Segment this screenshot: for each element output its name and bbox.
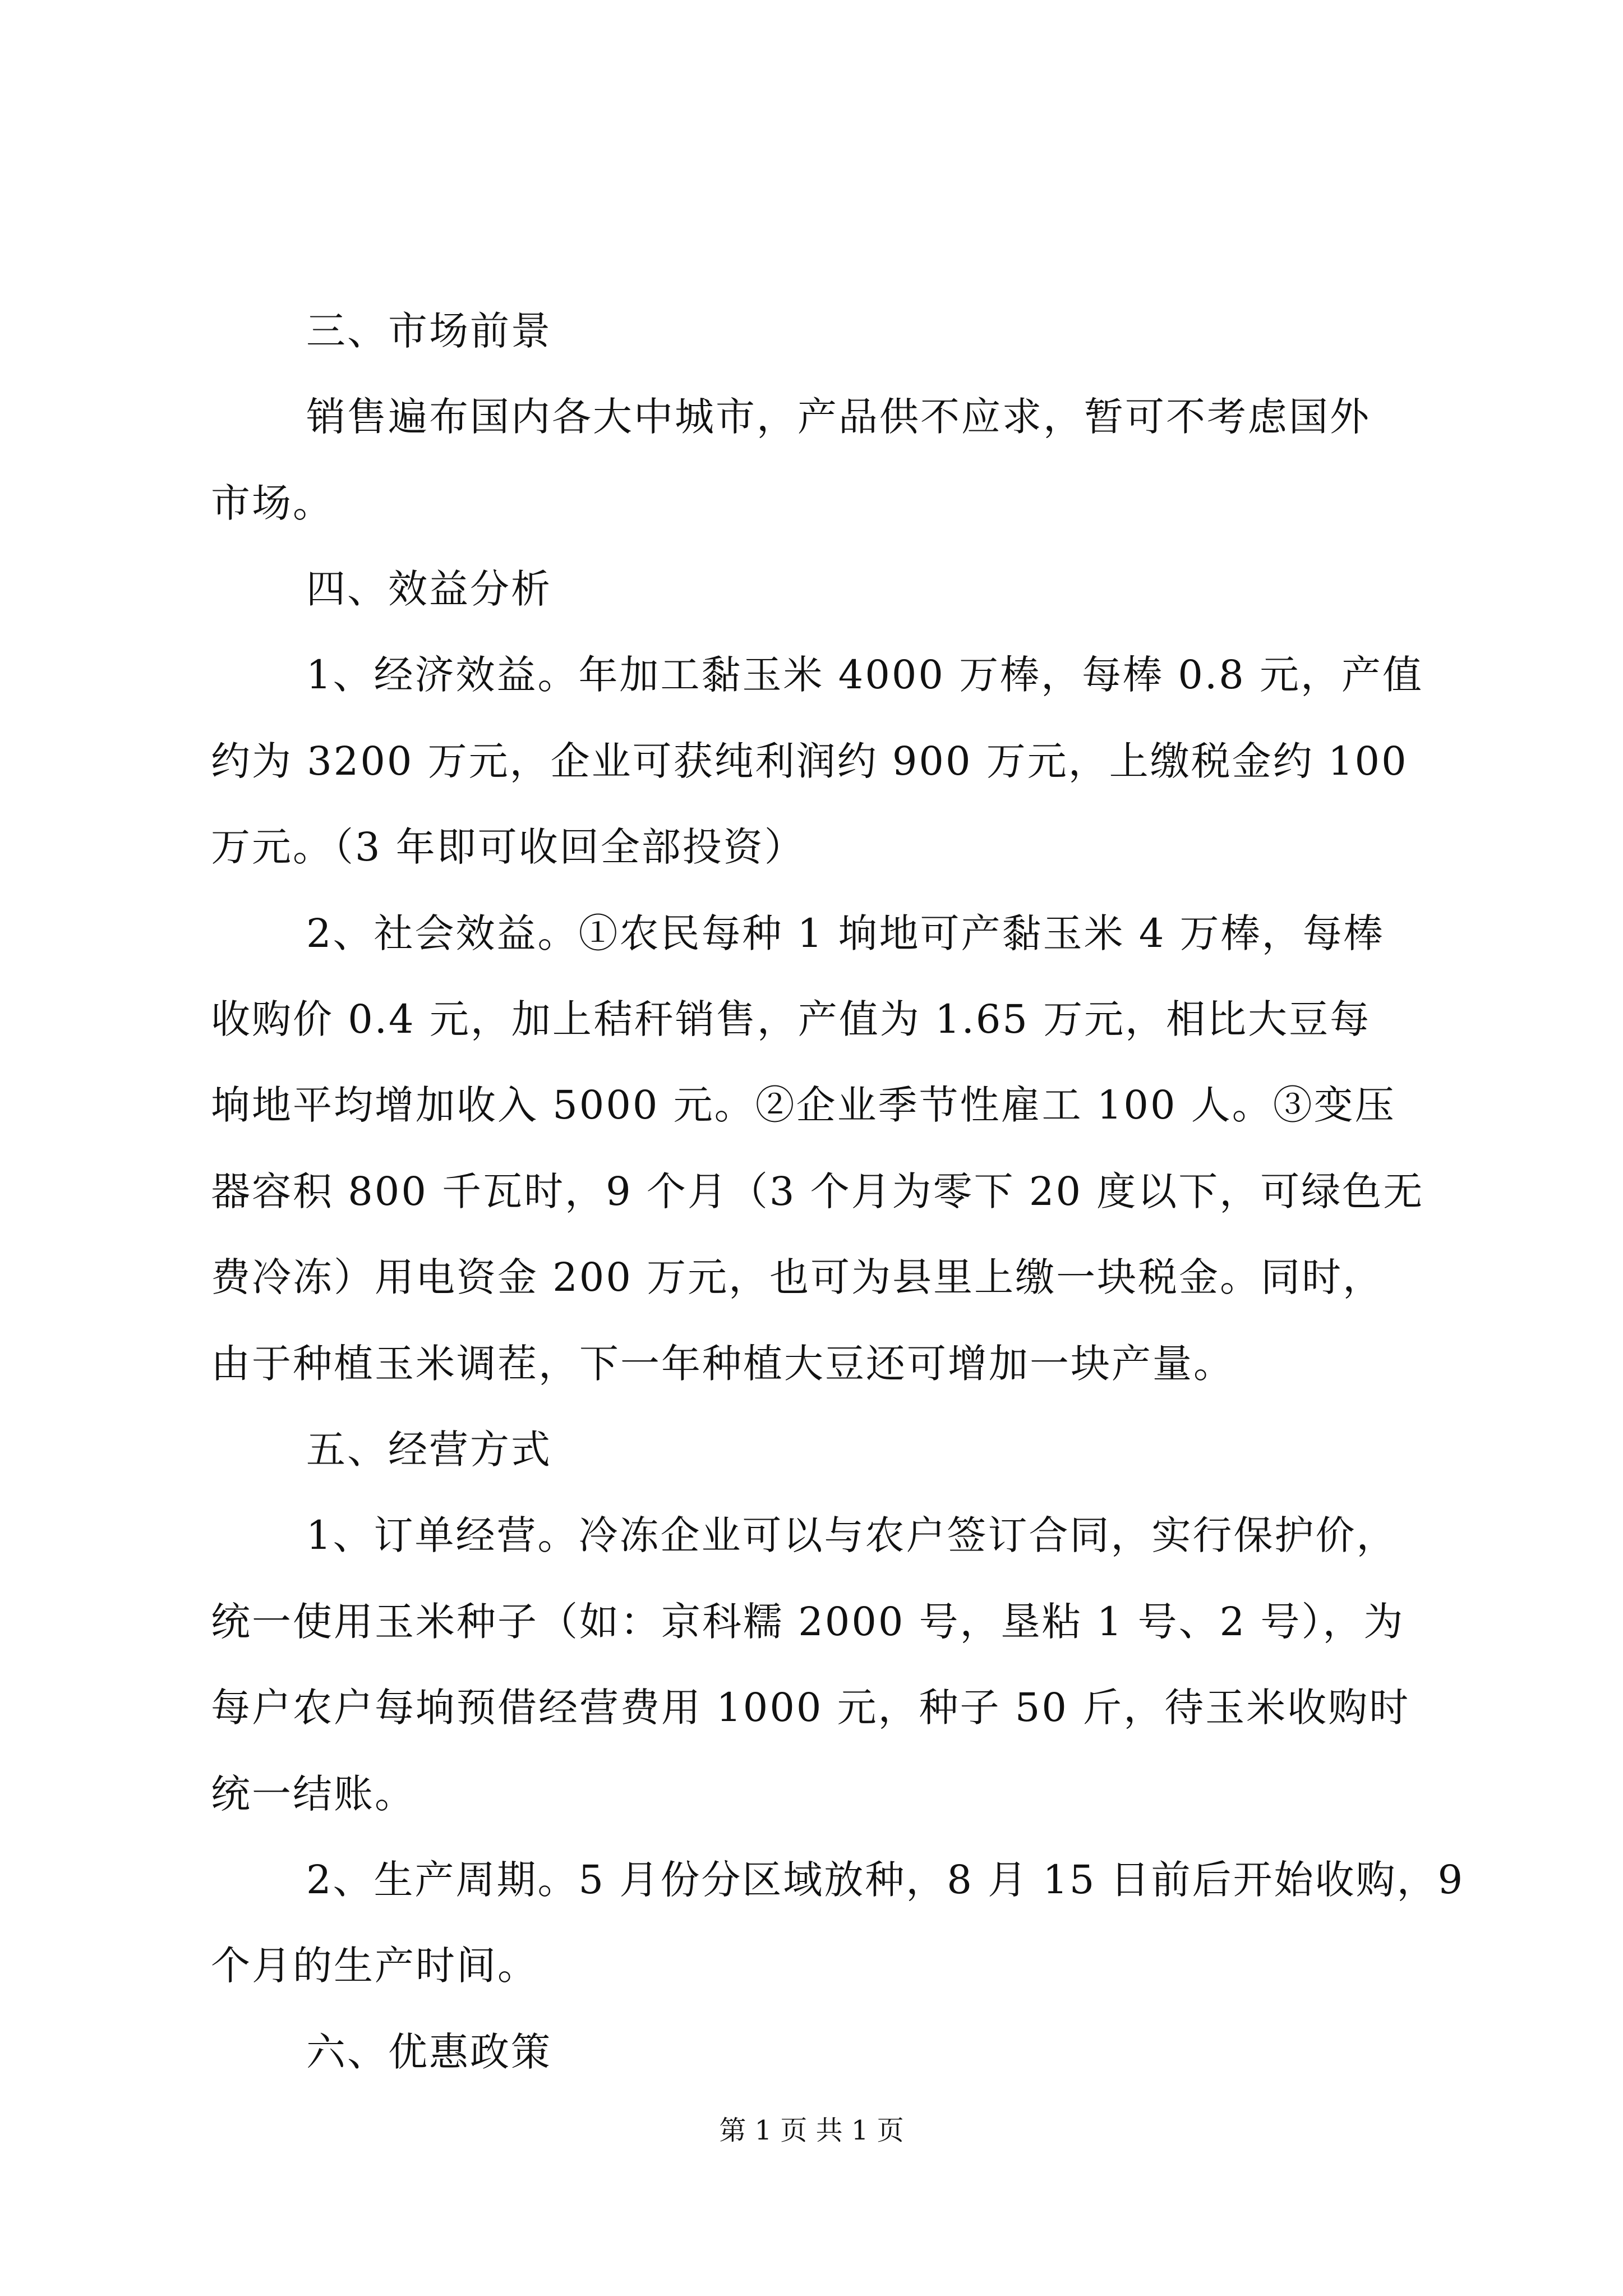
- paragraph-line: 费冷冻）用电资金 200 万元，也可为县里上缴一块税金。同时，: [211, 1254, 1384, 1300]
- section-heading-market-outlook: 三、市场前景: [306, 308, 552, 354]
- paragraph-line: 器容积 800 千瓦时，9 个月（3 个月为零下 20 度以下，可绿色无: [211, 1168, 1424, 1214]
- section-heading-benefit-analysis: 四、效益分析: [306, 566, 552, 612]
- page-footer: 第 1 页 共 1 页: [719, 2115, 904, 2146]
- paragraph-line: 每户农户每垧预借经营费用 1000 元，种子 50 斤，待玉米收购时: [211, 1685, 1410, 1731]
- section-heading-preferential-policy: 六、优惠政策: [306, 2029, 552, 2075]
- paragraph-line: 垧地平均增加收入 5000 元。②企业季节性雇工 100 人。③变压: [211, 1082, 1396, 1128]
- paragraph-line: 由于种植玉米调茬，下一年种植大豆还可增加一块产量。: [211, 1341, 1234, 1387]
- paragraph-line: 2、生产周期。5 月份分区域放种，8 月 15 日前后开始收购，9: [306, 1857, 1465, 1903]
- paragraph-line: 销售遍布国内各大中城市，产品供不应求，暂可不考虑国外: [306, 394, 1371, 440]
- paragraph-line: 统一结账。: [211, 1771, 416, 1817]
- section-heading-operation-mode: 五、经营方式: [306, 1427, 552, 1473]
- paragraph-line: 1、订单经营。冷冻企业可以与农户签订合同，实行保护价，: [306, 1512, 1398, 1558]
- paragraph-line: 统一使用玉米种子（如：京科糯 2000 号，垦粘 1 号、2 号），为: [211, 1599, 1405, 1645]
- paragraph-line: 万元。（3 年即可收回全部投资）: [211, 824, 805, 870]
- paragraph-line: 约为 3200 万元，企业可获纯利润约 900 万元，上缴税金约 100: [211, 738, 1408, 784]
- paragraph-line: 1、经济效益。年加工黏玉米 4000 万棒，每棒 0.8 元，产值: [306, 652, 1424, 698]
- paragraph-line: 2、社会效益。①农民每种 1 垧地可产黏玉米 4 万棒，每棒: [306, 910, 1385, 956]
- paragraph-line: 收购价 0.4 元，加上秸秆销售，产值为 1.65 万元，相比大豆每: [211, 996, 1371, 1042]
- paragraph-line: 个月的生产时间。: [211, 1943, 538, 1989]
- paragraph-line: 市场。: [211, 480, 334, 526]
